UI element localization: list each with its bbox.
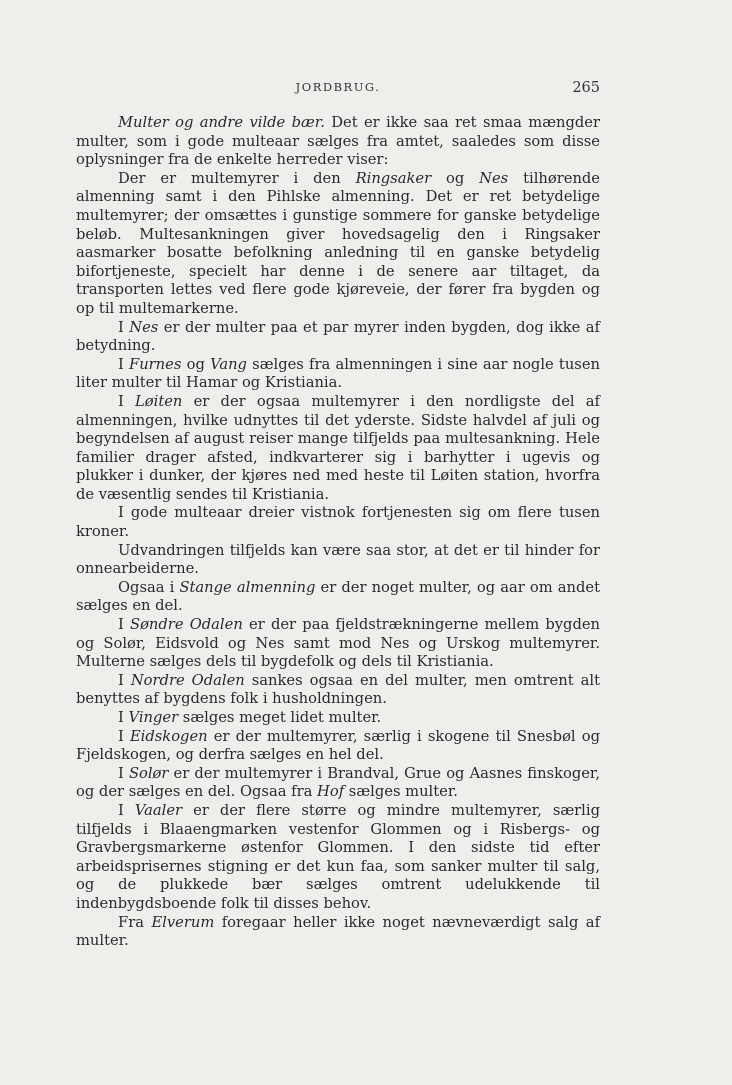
italic-term: Nordre Odalen	[130, 671, 245, 689]
text-run: I	[118, 671, 131, 689]
italic-term: Vinger	[128, 709, 179, 726]
paragraph	[76, 319, 600, 356]
paragraph	[76, 914, 600, 951]
paragraph	[76, 728, 600, 765]
text-run: I	[118, 318, 130, 336]
italic-term: Søndre Odalen	[130, 616, 243, 634]
text-run: Der er multemyrer i den	[118, 169, 356, 187]
text-run: Udvandringen tilfjelds kan være saa stor, at det er til hinder for onnearbeiderne.	[76, 541, 600, 578]
italic-term: Elverum	[151, 913, 215, 931]
paragraph	[76, 765, 600, 802]
text-run: sankes ogsaa en del multer, men omtrent alt benyttes af bygdens folk i husholdningen.	[76, 671, 600, 708]
text-run: I	[118, 355, 130, 373]
text-run: er der flere større og mindre multemyrer, særlig tilfjelds i Blaaengmarken vestenfor Glommen og i Risbergs- og Gravbergsmarkerne østenfor Glommen. I den sidste tid efter arbeidsprisernes stigning er det kun faa, som sanker multer til salg, og de plukkede bær sælges omtrent udelukkende til indenbygdsboende folk til disses behov.	[76, 801, 600, 912]
text-run: I	[118, 616, 131, 634]
paragraph	[76, 542, 600, 579]
italic-term: Vaaler	[134, 801, 183, 819]
text-run: Ogsaa i	[118, 578, 180, 596]
italic-term: Furnes	[129, 355, 182, 373]
text-run: er der ogsaa multemyrer i den nordligste del af almenningen, hvilke udnyttes til det yderste. Sidste halvdel af juli og begyndelsen af august reiser mange tilfjelds paa multesankning. Hele familier drager afsted, indkvarterer sig i barhytter i ugevis og plukker i dunker, der kjøres ned med heste til Løiten station, hvorfra de væsentlig sendes til Kristiania.	[76, 392, 600, 503]
italic-term: Solør	[128, 764, 169, 782]
text-run: er der paa fjeldstrækningerne mellem bygden og Solør, Eidsvold og Nes samt mod Nes og Urskog multemyrer. Multerne sælges dels til bygdefolk og dels til Kristiania.	[76, 616, 600, 671]
text-run: I	[118, 764, 129, 782]
page-number: 265	[572, 80, 600, 96]
paragraph	[76, 393, 600, 505]
italic-term: Stange almenning	[179, 578, 316, 596]
text-run: sælges multer.	[344, 783, 458, 801]
italic-term: Hof	[317, 783, 345, 801]
body-text	[76, 114, 600, 951]
running-header	[76, 80, 600, 98]
paragraph	[76, 709, 600, 728]
text-run: og	[181, 355, 211, 373]
text-run: sælges meget lidet multer.	[178, 709, 382, 726]
text-run: foregaar heller ikke noget nævneværdigt salg af multer.	[76, 913, 600, 950]
text-run: I	[118, 801, 135, 819]
text-run: tilhørende almenning samt i den Pihlske almenning. Det er ret betydelige multemyrer; der omsættes i gunstige sommere for ganske betydelige beløb. Multesankningen giver hovedsagelig den i Ringsaker aasmarker bosatte befolkning anledning til en ganske betydelig bifortjeneste, specielt har denne i de senere aar tiltaget, da transporten lettes ved flere gode kjøreveie, der fører fra bygden og op til multemarkerne.	[76, 169, 600, 317]
text-run: er der multemyrer i Brandval, Grue og Aasnes finskoger, og der sælges en del. Ogsaa fra	[76, 764, 600, 801]
text-run: I	[118, 392, 136, 410]
italic-term: Ringsaker	[355, 169, 432, 187]
italic-term: Nes	[479, 169, 509, 187]
paragraph	[76, 616, 600, 672]
paragraph	[76, 114, 600, 170]
text-run: Det er ikke saa ret smaa mængder multer, som i gode multeaar sælges fra amtet, saaledes som disse oplysninger fra de enkelte herreder viser:	[76, 114, 600, 169]
text-run: og	[431, 169, 480, 187]
paragraph	[76, 672, 600, 709]
paragraph	[76, 170, 600, 319]
text-run: I	[118, 709, 129, 726]
italic-term: Eidskogen	[129, 727, 208, 745]
text-run: sælges fra almenningen i sine aar nogle tusen liter multer til Hamar og Kristiania.	[76, 355, 600, 392]
paragraph	[76, 356, 600, 393]
paragraph	[76, 504, 600, 541]
italic-term: Nes	[129, 318, 159, 336]
italic-term: Vang	[210, 355, 247, 373]
text-run: er der multemyrer, særlig i skogene til Snesbøl og Fjeldskogen, og derfra sælges en hel del.	[76, 727, 600, 764]
text-run: Fra	[118, 913, 152, 931]
text-run: er der noget multer, og aar om andet sælges en del.	[76, 578, 600, 615]
paragraph	[76, 579, 600, 616]
paragraph	[76, 802, 600, 914]
text-run: I	[118, 727, 130, 745]
italic-term: Multer og andre vilde bær.	[118, 114, 325, 131]
text-run: I gode multeaar dreier vistnok fortjenesten sig om flere tusen kroner.	[76, 504, 600, 541]
running-title: JORDBRUG.	[295, 80, 381, 94]
italic-term: Løiten	[135, 392, 183, 410]
text-run: er der multer paa et par myrer inden bygden, dog ikke af betydning.	[76, 318, 600, 355]
